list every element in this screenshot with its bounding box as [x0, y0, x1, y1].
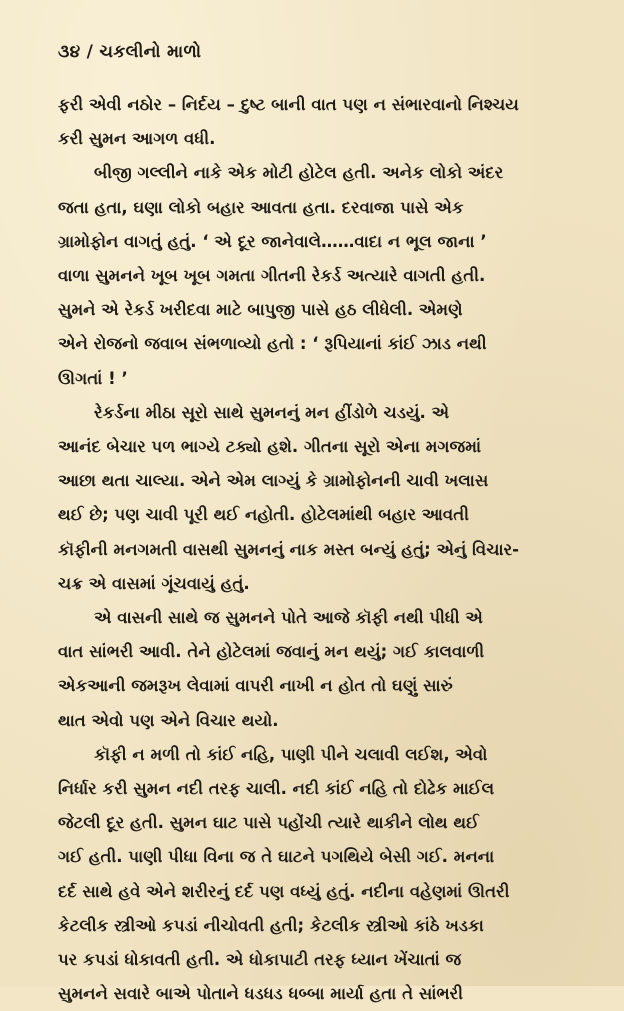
text-line: કેટલીક સ્ત્રીઓ કપડાં નીચોવતી હતી; કેટલીક સ્ત્રીઓ કાંઠે ખડકા: [58, 915, 484, 935]
text-line: થાત એવો પણ એને વિચાર થયો.: [58, 710, 279, 730]
text-line: જેટલી દૂર હતી. સુમન ઘાટ પાસે પહોંચી ત્યારે થાકીને લોથ થઈ: [58, 813, 479, 833]
text-line: વાળા સુમનને ખૂબ ખૂબ ગમતા ગીતની રેકર્ડ અત્યારે વાગતી હતી.: [58, 266, 486, 286]
text-line: સુમને એ રેકર્ડ ખરીદવા માટે બાપુજી પાસે હઠ લીધેલી. એમણે: [58, 300, 463, 320]
text-line: બીજી ગલ્લીને નાકે એક મોટી હોટેલ હતી. અનેક લોકો અંદર: [94, 163, 504, 183]
text-line: કરી સુમન આગળ વધી.: [58, 129, 216, 149]
text-line: ચક્ર એ વાસમાં ગૂંચવાયું હતું.: [58, 573, 250, 593]
text-line: ગઈ હતી. પાણી પીધા વિના જ તે ઘાટને પગથિયે બેસી ગઈ. મનના: [58, 847, 495, 867]
paragraph: [58, 601, 572, 738]
running-head: ૩૪ / ચકલીનો માળો: [58, 42, 202, 62]
text-line: સુમનને સવારે બાએ પોતાને ધડધડ ધબ્બા માર્યા હતા તે સાંભરી: [58, 984, 463, 1004]
text-line: ઊગતાં ! ’: [58, 368, 128, 388]
paragraph: [58, 738, 572, 1011]
text-line: થઈ છે; પણ ચાવી પૂરી થઈ નહોતી. હોટેલમાંથી બહાર આવતી: [58, 505, 470, 525]
text-line: એ વાસની સાથે જ સુમનને પોતે આજે કૉફી નથી પીધી એ: [94, 608, 483, 628]
text-line: આનંદ બેચાર પળ ભાગ્યે ટક્યો હશે. ગીતના સૂરો એના મગજમાં: [58, 437, 482, 457]
text-line: દર્દ સાથે હવે એને શરીરનું દર્દ પણ વધ્યું હતું. નદીના વહેણમાં ઊતરી: [58, 881, 510, 901]
paragraph: [58, 88, 572, 156]
text-line: રેકર્ડના મીઠા સૂરો સાથે સુમનનું મન હીંડોળે ચડયું. એ: [94, 402, 450, 422]
text-line: કૉફીની મનગમતી વાસથી સુમનનું નાક મસ્ત બન્યું હતું; એનું વિચાર-: [58, 539, 520, 559]
text-line: આછા થતા ચાલ્યા. એને એમ લાગ્યું કે ગ્રામોફોનની ચાવી ખલાસ: [58, 471, 489, 491]
text-line: કૉફી ન મળી તો કાંઈ નહિ, પાણી પીને ચલાવી લઈશ, એવો: [94, 744, 488, 764]
page-body: [58, 88, 572, 1011]
text-line: ફરી એવી નઠોર – નિર્દય – દુષ્ટ બાની વાત પણ ન સંભારવાનો નિશ્ચય: [58, 95, 519, 114]
text-line: પર કપડાં ધોકાવતી હતી. એ ધોકાપાટી તરફ ધ્યાન ખેંચાતાં જ: [58, 950, 462, 970]
text-line: જતા હતા, ઘણા લોકો બહાર આવતા હતા. દરવાજા પાસે એક: [58, 197, 464, 217]
paragraph: [58, 156, 572, 395]
paragraph: [58, 396, 572, 601]
text-line: એને રોજનો જવાબ સંભળાવ્યો હતો : ‘ રૂપિયાનાં કાંઈ ઝાડ નથી: [58, 334, 487, 354]
text-line: વાત સાંભરી આવી. તેને હોટેલમાં જવાનું મન થયું; ગઈ કાલવાળી: [58, 642, 485, 662]
text-line: નિર્ધાર કરી સુમન નદી તરફ ચાલી. નદી કાંઈ નહિ તો દોઢેક માઈલ: [58, 779, 495, 799]
text-line: ગ્રામોફોન વાગતું હતું. ‘ એ દૂર જાનેવાલે……વાદા ન ભૂલ જાના ’: [58, 231, 487, 251]
text-line: એકઆની જમરૂખ લેવામાં વાપરી નાખી ન હોત તો ઘણું સારું: [58, 676, 453, 696]
